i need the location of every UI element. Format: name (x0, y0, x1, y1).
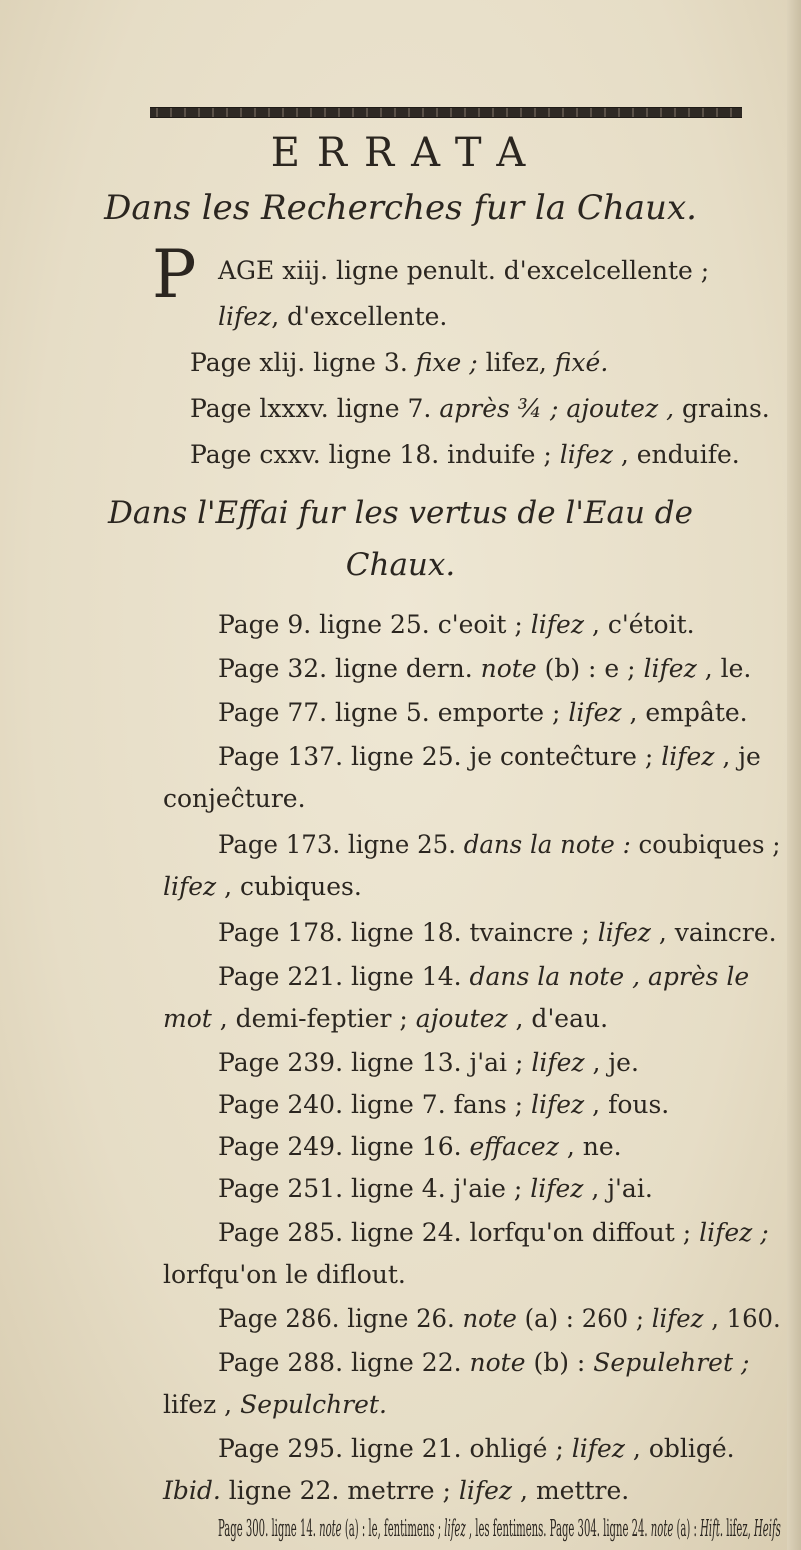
erratum-line: Page xlij. ligne 3. fixe ; lifez, fixé. (190, 348, 609, 377)
erratum-line: Page 173. ligne 25. dans la note : coubiques ; (218, 830, 781, 859)
section2-heading: Dans l'Effai fur les vertus de l'Eau de (108, 495, 693, 531)
erratum-line: Page cxxv. ligne 18. induife ; lifez , enduife. (190, 440, 740, 469)
section1-heading: Dans les Recherches fur la Chaux. (104, 188, 697, 228)
erratum-line: lifez , cubiques. (163, 872, 362, 901)
erratum-line: Page 178. ligne 18. tvaincre ; lifez , vaincre. (218, 918, 777, 947)
erratum-line: Page 77. ligne 5. emporte ; lifez , empâte. (218, 698, 748, 727)
erratum-line: Page 221. ligne 14. dans la note , après le (218, 962, 750, 991)
erratum-line: Ibid. ligne 22. metrre ; lifez , mettre. (163, 1476, 630, 1505)
drop-cap: P (152, 236, 197, 313)
erratum-line: Page 9. ligne 25. c'eoit ; lifez , c'étoit. (218, 610, 695, 639)
ornamental-rule (150, 107, 742, 118)
erratum-line: Page 286. ligne 26. note (a) : 260 ; lifez , 160. (218, 1304, 781, 1333)
erratum-line: Page 300. ligne 14. note (a) : le, fentimens ; lifez , les fentimens. Page 304. ligne 24. note (a) : Hift. lifez, Heifs (218, 1516, 781, 1542)
erratum-line: mot , demi-feptier ; ajoutez , d'eau. (163, 1004, 609, 1033)
page-title: ERRATA (270, 130, 543, 176)
page-edge (787, 0, 801, 1550)
section2-heading-cont: Chaux. (345, 547, 456, 583)
erratum-line: Page 251. ligne 4. j'aie ; lifez , j'ai. (218, 1174, 653, 1203)
erratum-line: Page 239. ligne 13. j'ai ; lifez , je. (218, 1048, 639, 1077)
erratum-line: lifez, d'excellente. (218, 302, 448, 331)
erratum-line: AGE xiij. ligne penult. d'excelcellente ; (218, 256, 710, 285)
erratum-line: Page 285. ligne 24. lorfqu'on diffout ; lifez ; (218, 1218, 769, 1247)
erratum-line: Page 295. ligne 21. ohligé ; lifez , obligé. (218, 1434, 735, 1463)
erratum-line: conjeĉture. (163, 784, 306, 813)
erratum-line: Page 137. ligne 25. je conteĉture ; lifez , je (218, 742, 761, 771)
erratum-line: Page 288. ligne 22. note (b) : Sepulehret ; (218, 1348, 750, 1377)
erratum-line: Page lxxxv. ligne 7. après ¾ ; ajoutez , grains. (190, 394, 770, 423)
erratum-line: Page 249. ligne 16. effacez , ne. (218, 1132, 622, 1161)
erratum-line: lifez , Sepulchret. (163, 1390, 387, 1419)
erratum-line: Page 32. ligne dern. note (b) : e ; lifez , le. (218, 654, 752, 683)
erratum-line: lorfqu'on le diflout. (163, 1260, 406, 1289)
erratum-line: Page 240. ligne 7. fans ; lifez , fous. (218, 1090, 670, 1119)
